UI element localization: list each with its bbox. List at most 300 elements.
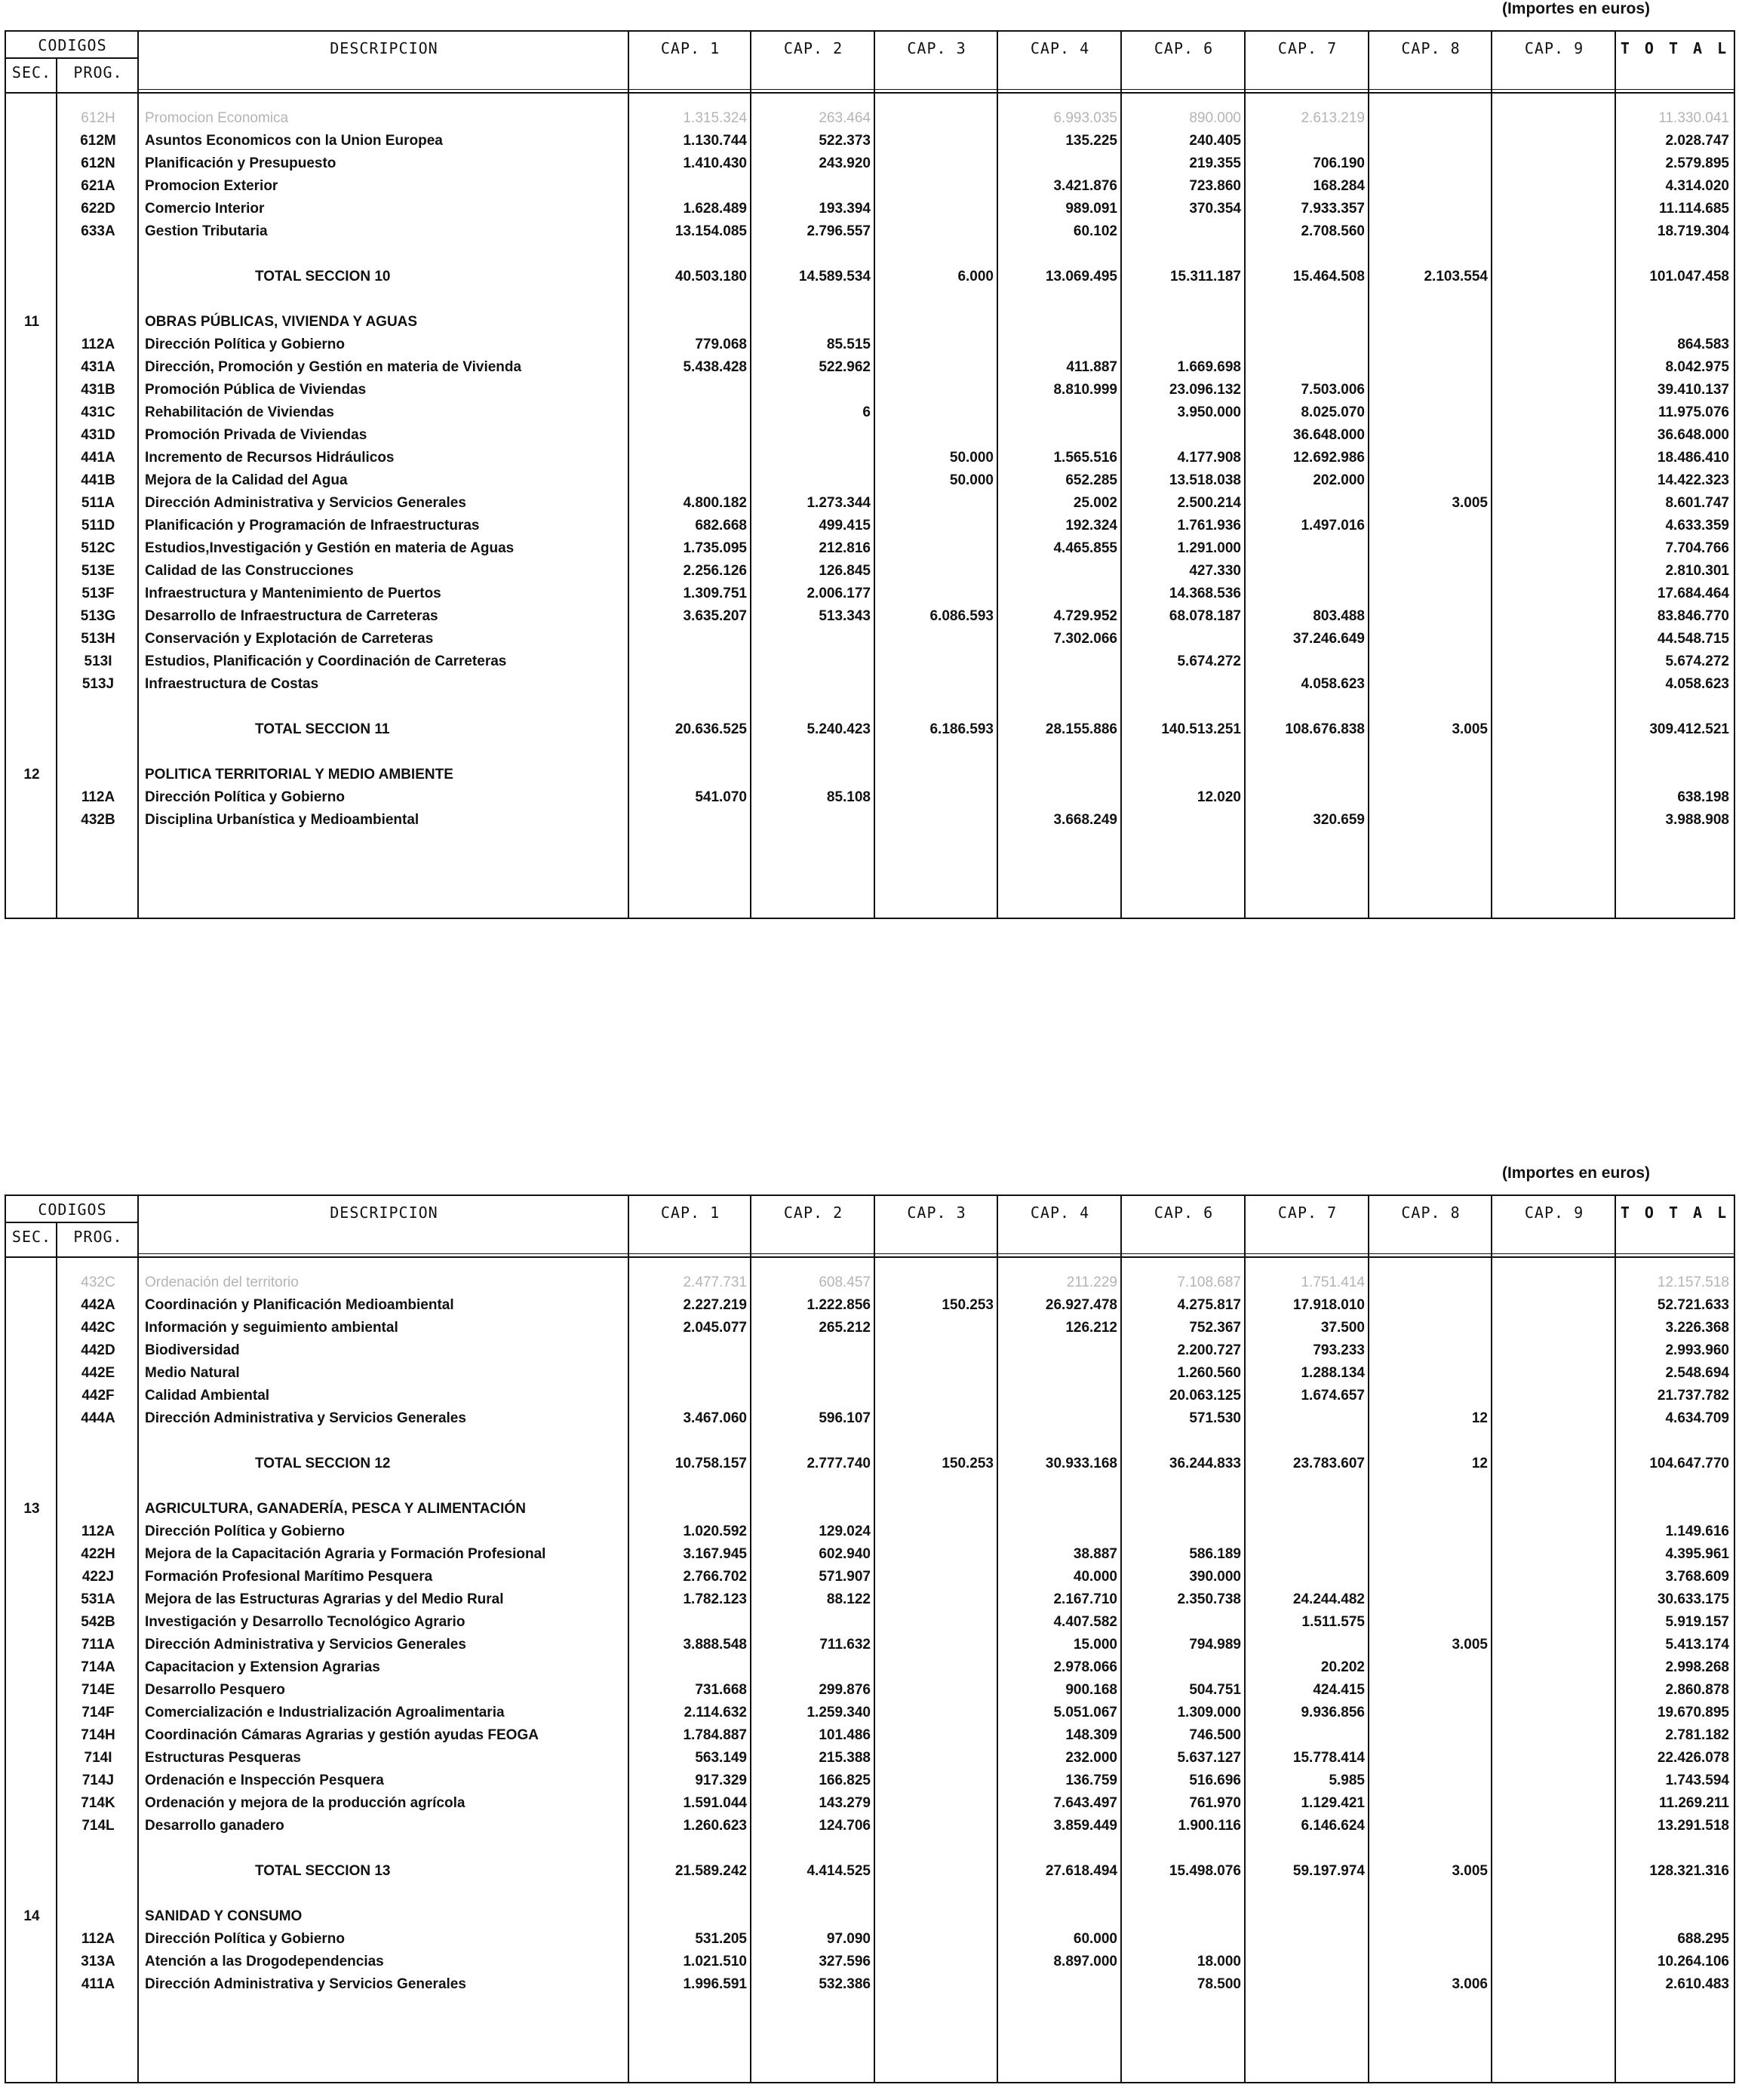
cell-cap7: 706.190 [1313,155,1365,171]
cell-cap7: 7.933.357 [1301,201,1365,217]
cell-cap3: 50.000 [949,472,994,488]
total-row [6,718,1734,741]
cell-cap6: 140.513.251 [1161,721,1241,737]
cell-cap7: 37.500 [1320,1320,1365,1336]
cell-cap3: 6.186.593 [929,721,994,737]
cell-descripcion: Gestion Tributaria [145,223,268,239]
cell-prog: 442E [81,1365,115,1381]
cell-prog: 714L [81,1818,115,1834]
cell-cap2: 327.596 [819,1954,871,1969]
cell-cap2: 602.940 [819,1546,871,1562]
cell-total: 22.426.078 [1657,1750,1729,1766]
cell-cap4: 3.859.449 [1053,1818,1117,1834]
cell-prog: 444A [81,1410,115,1426]
cell-total: 36.648.000 [1657,427,1729,443]
cell-cap3: 150.253 [942,1297,994,1313]
cell-cap4: 60.102 [1073,223,1117,239]
table-row [6,1702,1734,1724]
cell-cap6: 15.498.076 [1169,1863,1241,1879]
cell-descripcion: Estructuras Pesqueras [145,1750,301,1766]
cell-total: 1.743.594 [1665,1773,1729,1788]
cell-cap7: 803.488 [1313,608,1365,624]
cell-cap1: 1.021.510 [683,1954,747,1969]
cell-cap1: 3.167.945 [683,1546,747,1562]
cell-cap7: 15.778.414 [1292,1750,1365,1766]
cell-total: 83.846.770 [1657,608,1729,624]
cell-total: 688.295 [1677,1931,1729,1947]
cell-cap7: 320.659 [1313,812,1365,828]
cell-cap1: 2.114.632 [684,1705,747,1720]
cell-descripcion: Mejora de las Estructuras Agrarias y del Medio Rural [145,1591,504,1607]
cell-cap8: 12 [1471,1456,1488,1471]
cell-total: 10.264.106 [1657,1954,1729,1969]
cell-descripcion: Coordinación y Planificación Medioambiental [145,1297,454,1313]
cell-descripcion: Coordinación Cámaras Agrarias y gestión ayudas FEOGA [145,1727,539,1743]
cell-cap3: 150.253 [942,1456,994,1471]
cell-descripcion: Infraestructura de Costas [145,676,319,692]
cell-cap6: 1.291.000 [1177,540,1241,556]
table-row [6,1271,1734,1294]
cell-cap1: 731.668 [695,1682,747,1698]
cell-cap6: 1.761.936 [1177,518,1241,533]
cell-cap1: 5.438.428 [683,359,747,375]
cell-descripcion: Desarrollo Pesquero [145,1682,285,1698]
cell-cap4: 40.000 [1073,1569,1117,1585]
cell-sec: 12 [23,767,40,783]
header-cap9: CAP. 9 [1524,1204,1584,1222]
cell-descripcion: OBRAS PÚBLICAS, VIVIENDA Y AGUAS [145,314,418,330]
section-row [6,1905,1734,1928]
cell-descripcion: TOTAL SECCION 13 [255,1863,391,1879]
cell-cap4: 1.565.516 [1053,450,1117,466]
cell-cap4: 3.668.249 [1053,812,1117,828]
cell-cap1: 40.503.180 [674,269,747,284]
cell-prog: 431D [81,427,115,443]
cell-cap4: 652.285 [1065,472,1117,488]
cell-cap2: 85.515 [826,337,871,352]
cell-cap2: 215.388 [819,1750,871,1766]
cell-total: 4.634.709 [1665,1410,1729,1426]
table-row [6,1611,1734,1634]
cell-cap6: 219.355 [1189,155,1241,171]
table-row [6,605,1734,628]
cell-prog: 513H [81,631,115,647]
cell-cap2: 1.273.344 [807,495,871,511]
cell-total: 3.988.908 [1665,812,1729,828]
cell-prog: 112A [81,1523,115,1539]
cell-descripcion: Investigación y Desarrollo Tecnológico Agrario [145,1614,465,1630]
cell-descripcion: Conservación y Explotación de Carreteras [145,631,434,647]
table-row [6,424,1734,447]
cell-cap8: 3.005 [1452,721,1488,737]
cell-prog: 442A [81,1297,115,1313]
cell-cap4: 27.618.494 [1045,1863,1117,1879]
cell-descripcion: Mejora de la Calidad del Agua [145,472,348,488]
cell-prog: 714H [81,1727,115,1743]
cell-cap2: 522.373 [819,133,871,149]
cell-cap7: 7.503.006 [1301,382,1365,398]
table-row [6,1566,1734,1588]
cell-descripcion: Promoción Privada de Viviendas [145,427,367,443]
cell-descripcion: Planificación y Programación de Infraestructuras [145,518,480,533]
codigos-underline [6,57,139,59]
cell-cap6: 370.354 [1189,201,1241,217]
header-cap2: CAP. 2 [783,39,843,57]
header-descripcion: DESCRIPCION [330,39,438,57]
cell-descripcion: Ordenación y mejora de la producción agrícola [145,1795,465,1811]
cell-cap6: 2.200.727 [1177,1342,1241,1358]
table-row [6,1973,1734,1996]
header-cap8: CAP. 8 [1401,39,1461,57]
cell-cap2: 4.414.525 [807,1863,871,1879]
table-row [6,175,1734,198]
cell-cap7: 6.146.624 [1301,1818,1365,1834]
cell-cap2: 532.386 [819,1976,871,1992]
table-frame [5,30,1735,919]
cell-cap2: 6 [862,404,871,420]
cell-cap1: 1.410.430 [683,155,747,171]
cell-total: 39.410.137 [1657,382,1729,398]
cell-cap4: 30.933.168 [1045,1456,1117,1471]
cell-total: 864.583 [1677,337,1729,352]
cell-cap4: 136.759 [1065,1773,1117,1788]
cell-total: 44.548.715 [1657,631,1729,647]
cell-cap2: 88.122 [826,1591,871,1607]
cell-prog: 621A [81,178,115,194]
cell-cap2: 2.777.740 [807,1456,871,1471]
cell-total: 2.610.483 [1665,1976,1729,1992]
cell-cap2: 2.796.557 [807,223,871,239]
cell-cap6: 240.405 [1189,133,1241,149]
table-row [6,1951,1734,1973]
cell-cap2: 85.108 [826,789,871,805]
cell-prog: 431C [81,404,115,420]
cell-cap4: 126.212 [1065,1320,1117,1336]
cell-cap7: 108.676.838 [1285,721,1365,737]
cell-cap6: 2.350.738 [1177,1591,1241,1607]
cell-cap7: 1.288.134 [1301,1365,1365,1381]
table-row [6,334,1734,356]
cell-cap4: 6.993.035 [1053,110,1117,126]
budget-table-1 [0,0,1739,936]
cell-cap2: 143.279 [819,1795,871,1811]
header-codigos: CODIGOS [38,1201,107,1219]
cell-descripcion: Dirección, Promoción y Gestión en materia de Vivienda [145,359,522,375]
cell-cap6: 5.637.127 [1177,1750,1241,1766]
cell-cap2: 1.259.340 [807,1705,871,1720]
cell-cap1: 2.256.126 [683,563,747,579]
cell-cap7: 1.497.016 [1301,518,1365,533]
cell-cap6: 427.330 [1189,563,1241,579]
cell-descripcion: Infraestructura y Mantenimiento de Puertos [145,586,441,601]
cell-cap2: 212.816 [819,540,871,556]
cell-cap2: 166.825 [819,1773,871,1788]
cell-descripcion: Dirección Política y Gobierno [145,789,346,805]
header-prog: PROG. [73,1228,123,1246]
table-row [6,1520,1734,1543]
cell-cap6: 68.078.187 [1169,608,1241,624]
cell-prog: 714J [81,1773,115,1788]
cell-descripcion: Información y seguimiento ambiental [145,1320,398,1336]
cell-total: 5.674.272 [1665,653,1729,669]
cell-cap7: 15.464.508 [1292,269,1365,284]
budget-table-2 [0,1164,1739,2100]
cell-cap7: 20.202 [1320,1659,1365,1675]
cell-cap6: 2.500.214 [1177,495,1241,511]
cell-cap4: 211.229 [1066,1274,1117,1290]
cell-cap6: 1.309.000 [1177,1705,1241,1720]
cell-cap2: 1.222.856 [807,1297,871,1313]
cell-cap4: 900.168 [1065,1682,1117,1698]
cell-total: 2.781.182 [1665,1727,1729,1743]
cell-cap3: 6.086.593 [929,608,994,624]
cell-cap7: 424.415 [1313,1682,1365,1698]
section-row [6,764,1734,786]
cell-prog: 422H [81,1546,115,1562]
table-row [6,1747,1734,1769]
cell-descripcion: Dirección Administrativa y Servicios Generales [145,1976,466,1992]
cell-cap4: 3.421.876 [1053,178,1117,194]
cell-cap6: 571.530 [1189,1410,1241,1426]
cell-cap6: 746.500 [1189,1727,1241,1743]
cell-total: 12.157.518 [1657,1274,1729,1290]
cell-cap2: 243.920 [819,155,871,171]
header-prog: PROG. [73,63,123,81]
table-row [6,1339,1734,1362]
cell-total: 4.395.961 [1665,1546,1729,1562]
cell-descripcion: Estudios,Investigación y Gestión en materia de Aguas [145,540,515,556]
cell-cap1: 1.260.623 [683,1818,747,1834]
cell-cap1: 1.309.751 [683,586,747,601]
cell-prog: 714E [81,1682,115,1698]
cell-descripcion: Ordenación del territorio [145,1274,299,1290]
cell-total: 52.721.633 [1657,1297,1729,1313]
cell-prog: 432B [81,812,115,828]
cell-cap6: 23.096.132 [1169,382,1241,398]
cell-prog: 431B [81,382,115,398]
cell-prog: 511A [81,495,115,511]
header-cap6: CAP. 6 [1154,1204,1214,1222]
table-row [6,1362,1734,1385]
total-row [6,1453,1734,1475]
cell-total: 5.413.174 [1665,1637,1729,1653]
cell-descripcion: Dirección Política y Gobierno [145,1523,346,1539]
cell-sec: 11 [23,314,40,330]
table-row [6,537,1734,560]
cell-cap2: 129.024 [819,1523,871,1539]
cell-cap7: 59.197.974 [1292,1863,1365,1879]
table-row [6,1385,1734,1407]
header-total: T O T A L [1620,39,1730,57]
cell-prog: 313A [81,1954,115,1969]
cell-cap7: 9.936.856 [1301,1705,1365,1720]
cell-descripcion: Promocion Exterior [145,178,278,194]
cell-cap7: 2.613.219 [1301,110,1365,126]
cell-total: 14.422.323 [1657,472,1729,488]
cell-cap6: 1.260.560 [1177,1365,1241,1381]
table-row [6,356,1734,379]
cell-sec: 13 [23,1501,40,1517]
cell-total: 3.768.609 [1665,1569,1729,1585]
table-row [6,220,1734,243]
cell-cap6: 18.000 [1197,1954,1241,1969]
cell-cap7: 4.058.623 [1301,676,1365,692]
units-label: (Importes en euros) [1501,0,1650,17]
cell-cap8: 3.005 [1452,1863,1488,1879]
cell-cap7: 23.783.607 [1292,1456,1365,1471]
cell-cap1: 1.784.887 [683,1727,747,1743]
cell-cap2: 5.240.423 [807,721,871,737]
cell-cap4: 8.897.000 [1053,1954,1117,1969]
header-divider-secondary [139,89,1734,90]
cell-prog: 513I [84,653,112,669]
cell-cap4: 4.407.582 [1053,1614,1117,1630]
table-row [6,492,1734,515]
cell-cap1: 531.205 [695,1931,747,1947]
cell-cap7: 17.918.010 [1292,1297,1365,1313]
cell-cap7: 793.233 [1313,1342,1365,1358]
cell-descripcion: Dirección Política y Gobierno [145,1931,346,1947]
cell-prog: 442F [81,1388,115,1404]
cell-cap8: 3.005 [1452,1637,1488,1653]
cell-total: 8.601.747 [1665,495,1729,511]
cell-cap4: 60.000 [1073,1931,1117,1947]
cell-cap2: 522.962 [819,359,871,375]
cell-descripcion: Calidad Ambiental [145,1388,270,1404]
cell-descripcion: POLITICA TERRITORIAL Y MEDIO AMBIENTE [145,767,453,783]
cell-total: 11.269.211 [1659,1795,1729,1811]
cell-total: 4.058.623 [1665,676,1729,692]
cell-cap1: 20.636.525 [674,721,747,737]
cell-total: 18.719.304 [1657,223,1729,239]
cell-cap4: 25.002 [1073,495,1117,511]
cell-total: 3.226.368 [1665,1320,1729,1336]
cell-total: 11.114.685 [1659,201,1729,217]
cell-cap1: 13.154.085 [674,223,747,239]
cell-total: 2.548.694 [1665,1365,1729,1381]
cell-descripcion: Dirección Administrativa y Servicios Generales [145,495,466,511]
cell-descripcion: Mejora de la Capacitación Agraria y Formación Profesional [145,1546,546,1562]
cell-descripcion: Comercio Interior [145,201,265,217]
header-divider [6,1256,1734,1258]
cell-cap8: 3.005 [1452,495,1488,511]
header-descripcion: DESCRIPCION [330,1204,438,1222]
header-cap9: CAP. 9 [1524,39,1584,57]
cell-cap4: 411.887 [1066,359,1117,375]
cell-descripcion: Ordenación e Inspección Pesquera [145,1773,384,1788]
cell-prog: 714K [81,1795,115,1811]
cell-cap2: 596.107 [819,1410,871,1426]
cell-cap1: 2.045.077 [683,1320,747,1336]
cell-total: 19.670.895 [1657,1705,1729,1720]
cell-prog: 112A [81,1931,115,1947]
cell-cap2: 265.212 [819,1320,871,1336]
cell-cap4: 15.000 [1073,1637,1117,1653]
cell-cap6: 15.311.187 [1169,269,1241,284]
table-row [6,1543,1734,1566]
cell-prog: 431A [81,359,115,375]
cell-prog: 513E [81,563,115,579]
header-cap4: CAP. 4 [1030,1204,1090,1222]
table-row [6,1792,1734,1815]
cell-total: 11.330.041 [1658,110,1729,126]
table-row [6,560,1734,583]
cell-cap1: 1.020.592 [683,1523,747,1539]
cell-prog: 714F [81,1705,115,1720]
cell-descripcion: Desarrollo ganadero [145,1818,284,1834]
cell-total: 30.633.175 [1657,1591,1729,1607]
cell-prog: 714I [84,1750,112,1766]
cell-cap4: 7.643.497 [1053,1795,1117,1811]
table-row [6,786,1734,809]
table-row [6,1317,1734,1339]
cell-descripcion: Estudios, Planificación y Coordinación de Carreteras [145,653,507,669]
cell-prog: 542B [81,1614,115,1630]
cell-cap6: 586.189 [1189,1546,1241,1562]
cell-cap2: 97.090 [826,1931,871,1947]
cell-prog: 411A [81,1976,115,1992]
cell-cap6: 5.674.272 [1177,653,1241,669]
cell-prog: 612M [80,133,116,149]
header-cap4: CAP. 4 [1030,39,1090,57]
cell-prog: 432C [81,1274,115,1290]
cell-total: 1.149.616 [1665,1523,1729,1539]
cell-cap4: 28.155.886 [1045,721,1117,737]
table-row [6,198,1734,220]
cell-cap3: 50.000 [949,450,994,466]
cell-cap3: 6.000 [957,269,994,284]
cell-cap1: 1.130.744 [683,133,747,149]
cell-cap6: 504.751 [1189,1682,1241,1698]
cell-prog: 512C [81,540,115,556]
cell-cap4: 989.091 [1065,201,1117,217]
cell-cap4: 38.887 [1073,1546,1117,1562]
cell-descripcion: Incremento de Recursos Hidráulicos [145,450,395,466]
cell-cap6: 12.020 [1197,789,1241,805]
cell-total: 21.737.782 [1657,1388,1729,1404]
cell-cap4: 26.927.478 [1045,1297,1117,1313]
cell-descripcion: Dirección Administrativa y Servicios Generales [145,1637,466,1653]
cell-cap7: 1.511.575 [1301,1614,1365,1630]
cell-total: 17.684.464 [1657,586,1729,601]
cell-cap4: 4.729.952 [1053,608,1117,624]
cell-cap7: 1.129.421 [1301,1795,1365,1811]
cell-total: 2.998.268 [1665,1659,1729,1675]
cell-cap6: 516.696 [1189,1773,1241,1788]
cell-prog: 112A [81,337,115,352]
cell-prog: 112A [81,789,115,805]
cell-cap7: 36.648.000 [1292,427,1365,443]
cell-cap2: 126.845 [819,563,871,579]
cell-descripcion: TOTAL SECCION 12 [255,1456,391,1471]
header-cap3: CAP. 3 [907,39,966,57]
cell-cap6: 1.669.698 [1177,359,1241,375]
total-row [6,1860,1734,1883]
cell-descripcion: Rehabilitación de Viviendas [145,404,334,420]
total-row [6,266,1734,288]
cell-prog: 442C [81,1320,115,1336]
cell-cap7: 1.674.657 [1301,1388,1365,1404]
cell-cap1: 3.888.548 [683,1637,747,1653]
header-cap8: CAP. 8 [1401,1204,1461,1222]
cell-cap2: 513.343 [819,608,871,624]
cell-total: 2.860.878 [1665,1682,1729,1698]
cell-cap6: 7.108.687 [1177,1274,1241,1290]
cell-cap7: 24.244.482 [1292,1591,1365,1607]
cell-total: 104.647.770 [1649,1456,1729,1471]
cell-prog: 441B [81,472,115,488]
cell-cap1: 4.800.182 [683,495,747,511]
